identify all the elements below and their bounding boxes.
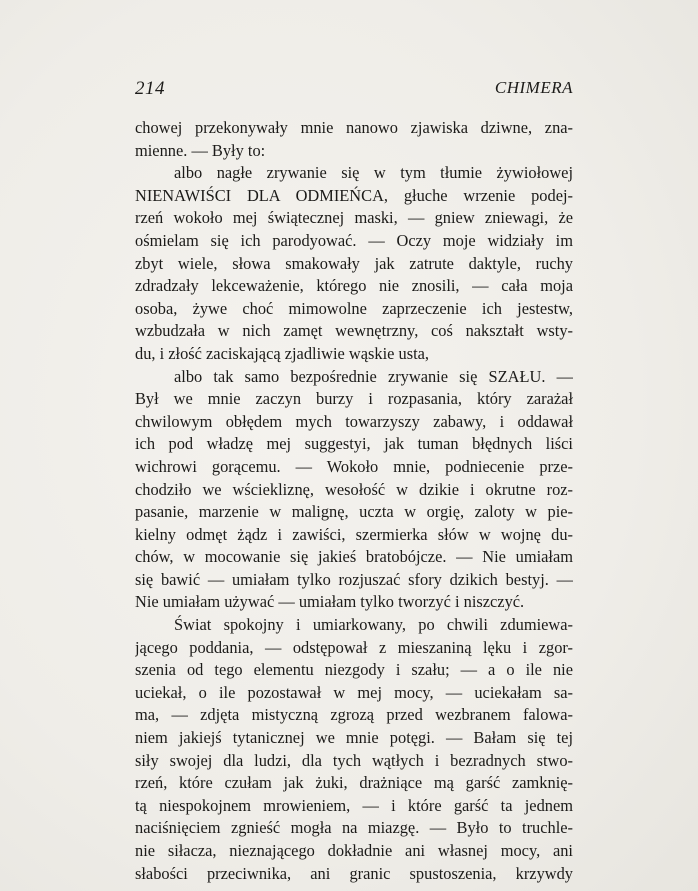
text-line: niem jakiejś tytanicznej we mnie potęgi. — Bałam się tej: [135, 728, 573, 748]
text-line: uciekał, o ile pozostawał w mej mocy, — uciekałam sa-: [135, 682, 573, 702]
text-line: rzeń, które czułam jak żuki, drażniące mą garść zamknię-: [135, 773, 573, 793]
text-line: kielny odmęt żądz i zawiści, szermierka słów w wojnę du-: [135, 524, 573, 544]
text-line: jącego poddania, — odstępował z mieszaniną lęku i zgor-: [135, 637, 573, 657]
text-line: rzeń wokoło mej świątecznej maski, — gniew zniewagi, że: [135, 208, 573, 228]
text-line: tą niespokojnem mrowieniem, — i które garść ta jednem: [135, 795, 573, 815]
body-text: [135, 117, 573, 885]
text-line: nie siłacza, nieznającego dokładnie ani własnej mocy, ani: [135, 841, 573, 860]
text-line: Nie umiałam używać — umiałam tylko tworzyć i niszczyć.: [135, 592, 525, 612]
text-line: słabości przeciwnika, ani granic spustoszenia, krzywdy: [135, 863, 573, 883]
page-number: 214: [135, 78, 165, 99]
text-line: ma, — zdjęta mistyczną zgrozą przed wezbranem falowa-: [135, 705, 573, 725]
text-line: naciśnięciem zgnieść mogła na miazgę. — Było to truchle-: [135, 818, 573, 838]
text-line: zdradzały lekceważenie, którego nie znosili, — cała moja: [135, 276, 573, 296]
text-line: Był we mnie zaczyn burzy i rozpasania, który zarażał: [135, 389, 573, 409]
text-line: wzbudzała w nich zamęt wewnętrzny, coś nakształt wsty-: [135, 321, 573, 341]
text-line: się bawić — umiałam tylko rozjuszać sfory dzikich bestyj. —: [135, 569, 573, 589]
page-header: [135, 78, 573, 102]
text-line: mienne. — Były to:: [135, 140, 266, 160]
text-line: chodziło we wściekliznę, wesołość w dzikie i okrutne roz-: [135, 479, 573, 499]
text-line: ośmielam się ich parodyować. — Oczy moje widziały im: [135, 230, 573, 250]
text-line: zbyt wiele, słowa smakowały jak zatrute daktyle, ruchy: [135, 253, 573, 273]
text-line: szenia od tego elementu niezgody i szału; — a o ile nie: [135, 660, 573, 680]
text-line: NIENAWIŚCI DLA ODMIEŃCA, głuche wrzenie podej-: [135, 185, 573, 205]
text-line: pasanie, marzenie w malignę, uczta w orgię, zaloty w pie-: [135, 502, 573, 522]
text-line: siły swojej dla ludzi, dla tych wątłych i bezradnych stwo-: [135, 750, 573, 770]
text-line: chwilowym obłędem mych towarzyszy zabawy, i oddawał: [135, 411, 573, 431]
text-line: du, i złość zaciskającą zjadliwie wąskie usta,: [135, 343, 429, 363]
text-line: ich pod władzę mej suggestyi, jak tuman błędnych liści: [135, 434, 573, 454]
text-line: albo nagłe zrywanie się w tym tłumie żywiołowej: [174, 163, 573, 183]
text-line: osoba, żywe choć mimowolne zaprzeczenie ich jestestw,: [135, 298, 573, 318]
text-line: wichrowi gorącemu. — Wokoło mnie, podniecenie prze-: [135, 456, 573, 476]
text-line: albo tak samo bezpośrednie zrywanie się SZAŁU. —: [174, 366, 573, 386]
running-head: CHIMERA: [494, 78, 573, 97]
text-line: chowej przekonywały mnie nanowo zjawiska dziwne, zna-: [135, 118, 573, 137]
text-line: chów, w mocowanie się jakieś bratobójcze. — Nie umiałam: [135, 547, 573, 567]
text-line: Świat spokojny i umiarkowany, po chwili zdumiewa-: [174, 615, 573, 635]
